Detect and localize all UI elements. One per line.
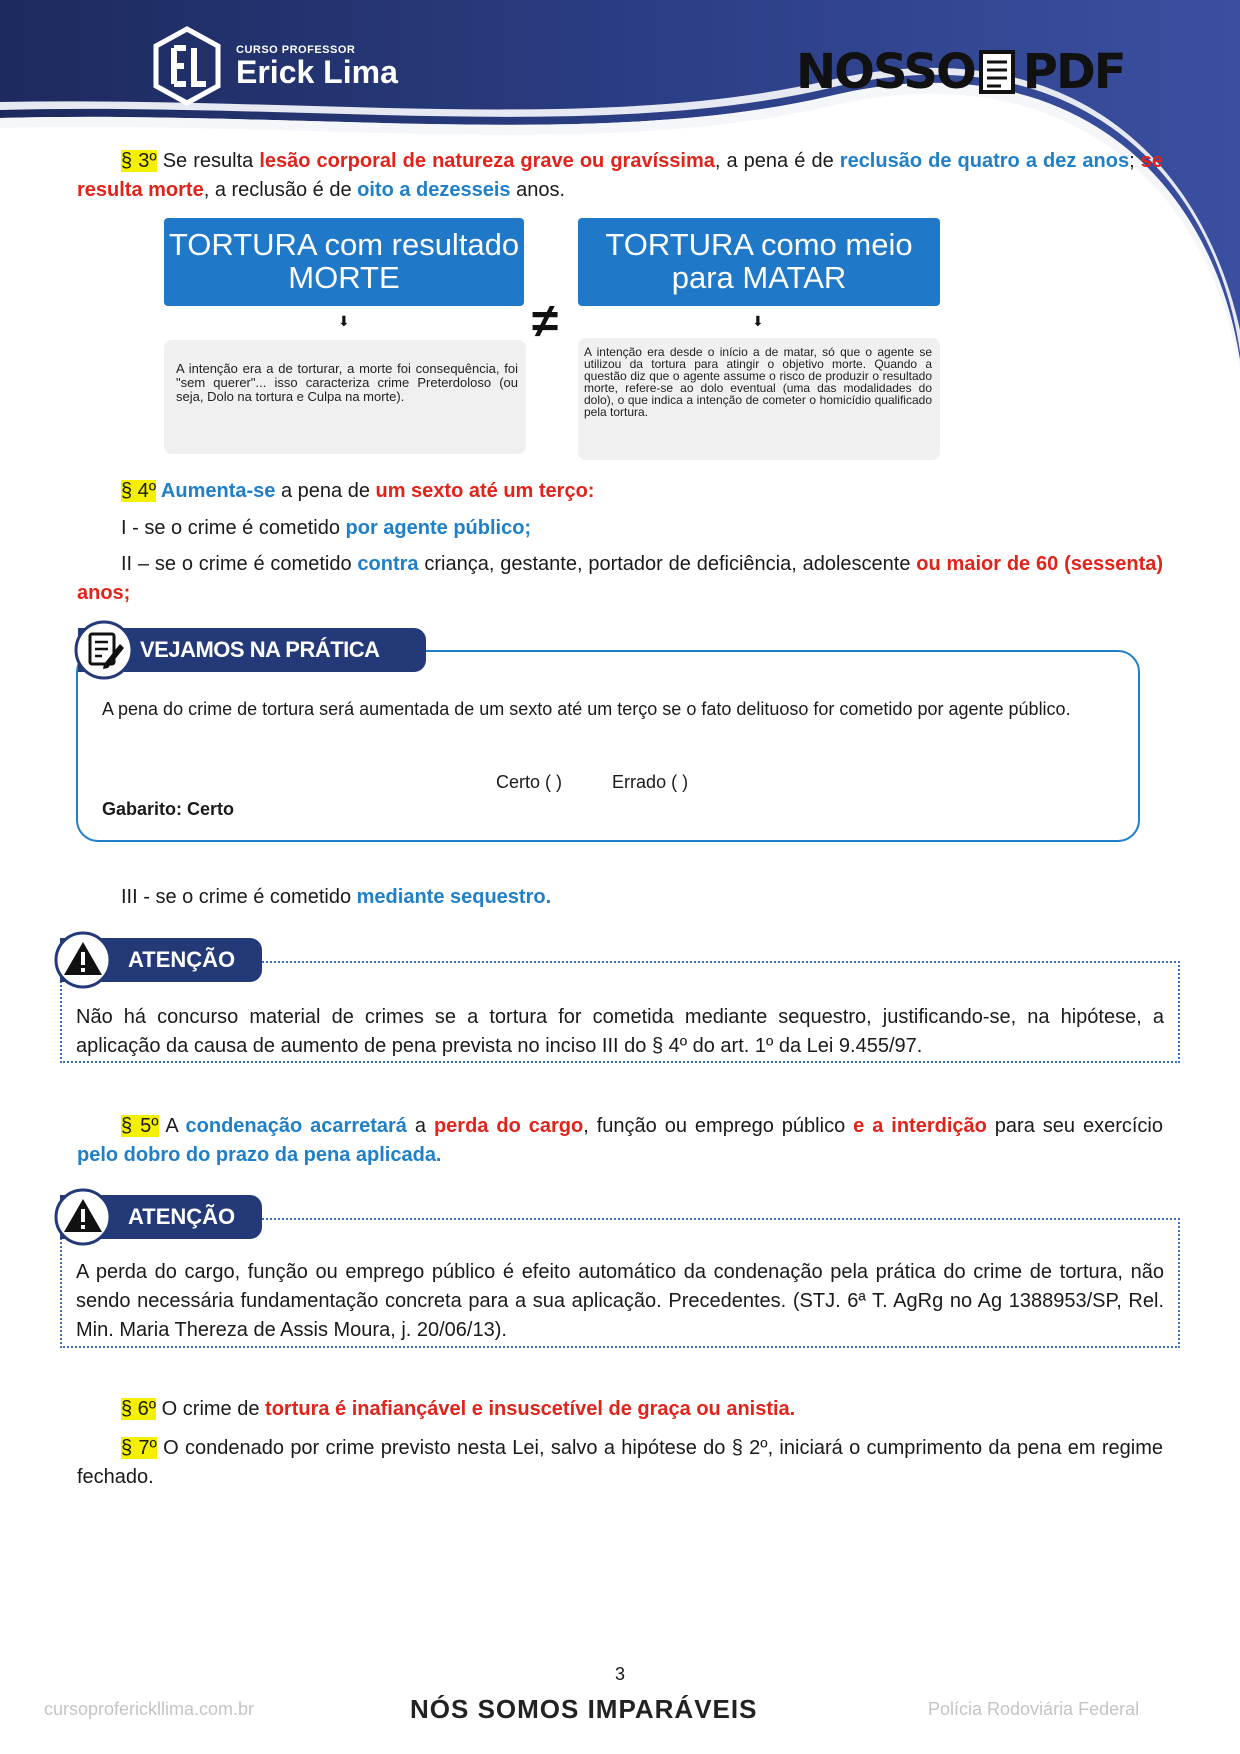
attention-text-2: A perda do cargo, função ou emprego público é efeito automático da condenação pela prática do crime de tortura, não sendo necessária fundamentação concreta para a sua aplicação. Precedentes. (STJ. 6ª T. AgRg no Ag 1388953/SP, Rel. Min. Maria Thereza de Assis Moura, j. 20/06/13).: [76, 1261, 1164, 1341]
option-errado[interactable]: Errado ( ): [612, 772, 689, 792]
option-certo[interactable]: Certo ( ): [496, 772, 563, 792]
attention-tab-1: ATENÇÃO: [60, 938, 262, 982]
section-label: § 3º: [121, 150, 157, 172]
arrow-down-icon: ⬇: [752, 313, 764, 329]
item-ii: II – se o crime é cometido contra criança, gestante, portador de deficiência, adolescente ou maior de 60 (sessenta) anos;: [77, 553, 1164, 604]
diagram-box-right: TORTURA como meio para MATAR: [578, 218, 940, 306]
section-label: § 5º: [121, 1115, 159, 1137]
paragraph-6: § 6º O crime de tortura é inafiançável e insuscetível de graça ou anistia.: [121, 1398, 796, 1420]
item-iii: III - se o crime é cometido mediante sequestro.: [121, 886, 552, 908]
warning-icon: [54, 931, 112, 989]
section-label: § 4º: [121, 480, 157, 502]
practice-answer: Gabarito: Certo: [102, 799, 235, 819]
practice-options: [496, 772, 688, 793]
erick-lima-logo-icon: [152, 26, 222, 106]
logo-subtitle: CURSO PROFESSOR: [236, 44, 356, 56]
brand-right-text: PDF: [1022, 44, 1125, 100]
attention-tab-2: ATENÇÃO: [60, 1195, 262, 1239]
footer-org: Polícia Rodoviária Federal: [928, 1699, 1140, 1719]
footer-site: cursoproferickllima.com.br: [44, 1699, 255, 1719]
attention-text-1: Não há concurso material de crimes se a tortura for cometida mediante sequestro, justificando-se, na hipótese, a aplicação da causa de aumento de pena prevista no inciso III do § 4º do art. 1º da Lei 9.455/97.: [76, 1006, 1164, 1057]
paragraph-3: § 3º Se resulta lesão corporal de natureza grave ou gravíssima, a pena é de reclusão de quatro a dez anos; se resulta morte, a reclusão é de oito a dezesseis anos.: [77, 150, 1164, 201]
footer-slogan: NÓS SOMOS IMPARÁVEIS: [410, 1694, 758, 1724]
paragraph-4: § 4º Aumenta-se a pena de um sexto até um terço:: [121, 480, 595, 502]
paragraph-7: § 7º O condenado por crime previsto nesta Lei, salvo a hipótese do § 2º, iniciará o cumprimento da pena em regime fechado.: [77, 1437, 1163, 1488]
notepad-pencil-icon: [74, 620, 134, 680]
section-label: § 7º: [121, 1437, 157, 1459]
diagram-box-left: TORTURA com resultado MORTE: [164, 218, 524, 306]
item-i: I - se o crime é cometido por agente público;: [121, 517, 532, 539]
course-logo: [152, 26, 398, 106]
section-label: § 6º: [121, 1398, 157, 1420]
practice-box: [76, 650, 1140, 842]
paragraph-5: § 5º A condenação acarretará a perda do cargo, função ou emprego público e a interdição para seu exercício pelo dobro do prazo da pena aplicada.: [77, 1115, 1164, 1166]
practice-question: A pena do crime de tortura será aumentada de um sexto até um terço se o fato delituoso for cometido por agente público.: [102, 699, 1071, 719]
document-icon: [977, 48, 1021, 96]
practice-tab: VEJAMOS NA PRÁTICA: [78, 628, 426, 672]
diagram-note-left: A intenção era a de torturar, a morte foi consequência, foi "sem querer"... isso caracteriza crime Preterdoloso (ou seja, Dolo na tortura e Culpa na morte).: [164, 340, 526, 454]
page-number: 3: [614, 1664, 625, 1684]
warning-icon: [54, 1188, 112, 1246]
logo-name: Erick Lima: [236, 54, 398, 90]
not-equal-icon: ≠: [532, 295, 559, 348]
diagram-note-right: A intenção era desde o início a de matar, só que o agente se utilizou da tortura para atingir o objetivo morte. Quando a questão diz que o agente assume o risco de produzir o resultado morte, refere-se ao dolo eventual (uma das modalidades do dolo), o que indica a intenção de cometer o homicídio qualificado pela tortura.: [578, 338, 940, 460]
arrow-down-icon: ⬇: [338, 313, 350, 329]
nosso-pdf-logo: [796, 44, 1125, 100]
brand-left-text: NOSSO: [796, 44, 975, 100]
